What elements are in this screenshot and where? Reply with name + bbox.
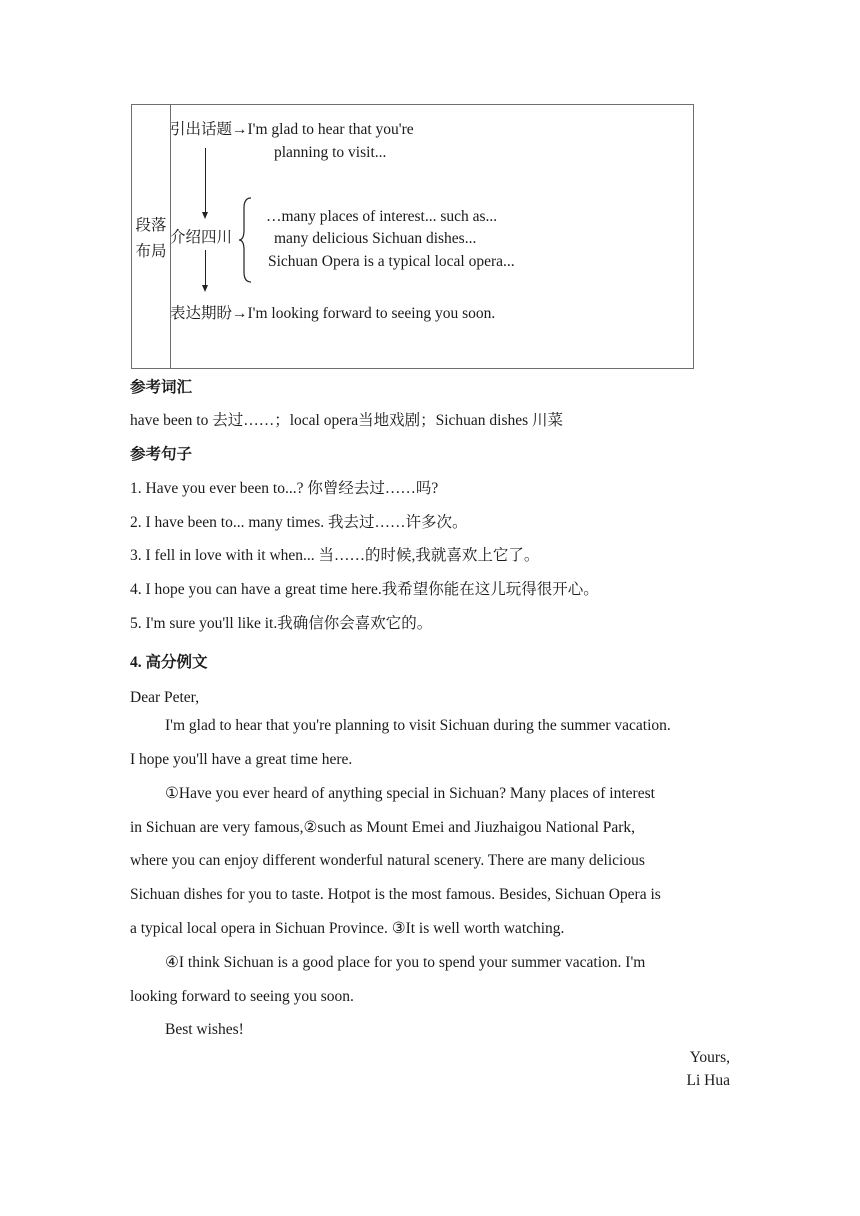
sentence-item: 5. I'm sure you'll like it.我确信你会喜欢它的。 [130, 615, 433, 632]
essay-signature: Li Hua [686, 1072, 730, 1089]
intro-row [170, 120, 414, 140]
sentence-item: 2. I have been to... many times. 我去过……许多次。 [130, 514, 468, 531]
essay-salutation: Dear Peter, [130, 689, 200, 706]
essay-heading: 4. 高分例文 [130, 654, 208, 671]
essay-closing: Yours, [689, 1049, 730, 1066]
sentence-item: 1. Have you ever been to...? 你曾经去过……吗? [130, 480, 439, 497]
vocab-heading: 参考词汇 [130, 379, 193, 396]
middle-label: 介绍四川 [170, 229, 233, 246]
end-arrow-glyph: → [232, 305, 248, 322]
essay-line: where you can enjoy different wonderful natural scenery. There are many delicious [130, 852, 645, 869]
vocab-text: have been to 去过……；local opera当地戏剧；Sichuan dishes 川菜 [130, 412, 564, 429]
intro-arrow-glyph: → [232, 121, 248, 138]
header-line-1: 段落 [135, 217, 167, 234]
intro-label: 引出话题 [170, 121, 233, 138]
essay-line: Best wishes! [165, 1021, 244, 1038]
end-label: 表达期盼 [170, 305, 233, 322]
essay-line: ①Have you ever heard of anything special in Sichuan? Many places of interest [165, 785, 655, 802]
sentence-item: 4. I hope you can have a great time here.我希望你能在这儿玩得很开心。 [130, 581, 599, 598]
flow-arrow-2 [205, 250, 206, 286]
header-line-2: 布局 [135, 243, 167, 260]
sentence-item: 3. I fell in love with it when... 当……的时候,我就喜欢上它了。 [130, 547, 540, 564]
intro-text-line2: planning to visit... [274, 144, 387, 161]
end-row [170, 304, 495, 324]
middle-point-3: Sichuan Opera is a typical local opera... [268, 253, 515, 270]
essay-line: ④I think Sichuan is a good place for you to spend your summer vacation. I'm [165, 954, 646, 971]
flow-arrow-2-head [202, 285, 208, 292]
intro-text-line1: I'm glad to hear that you're [247, 121, 414, 138]
end-text: I'm looking forward to seeing you soon. [247, 305, 496, 322]
brace-icon [238, 196, 254, 284]
table-header-cell [132, 213, 170, 265]
sentences-heading: 参考句子 [130, 446, 193, 463]
essay-line: Sichuan dishes for you to taste. Hotpot is the most famous. Besides, Sichuan Opera is [130, 886, 661, 903]
essay-line: I hope you'll have a great time here. [130, 751, 353, 768]
flow-arrow-1 [205, 148, 206, 213]
essay-line: looking forward to seeing you soon. [130, 988, 354, 1005]
essay-line: a typical local opera in Sichuan Province. ③It is well worth watching. [130, 920, 565, 937]
essay-line: in Sichuan are very famous,②such as Mount Emei and Jiuzhaigou National Park, [130, 819, 636, 836]
flow-arrow-1-head [202, 212, 208, 219]
essay-line: I'm glad to hear that you're planning to visit Sichuan during the summer vacation. [165, 717, 671, 734]
middle-point-2: many delicious Sichuan dishes... [274, 230, 477, 247]
middle-point-1: …many places of interest... such as... [266, 208, 498, 225]
